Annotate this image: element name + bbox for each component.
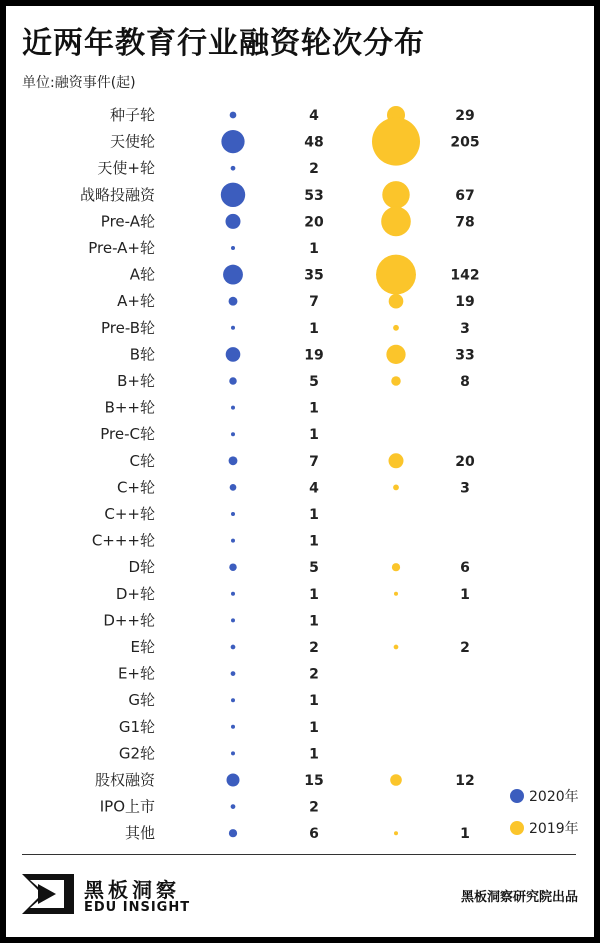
- bubble-2020: [221, 130, 244, 153]
- bubble-2020: [226, 347, 241, 362]
- value-label-2020: 6: [309, 826, 319, 843]
- bubble-2020: [231, 751, 235, 755]
- bubble-2019: [391, 376, 400, 385]
- bubble-2019: [376, 255, 416, 295]
- value-label-2019: 29: [455, 108, 475, 124]
- category-label: 天使+轮: [97, 159, 155, 178]
- bubble-2020: [229, 456, 238, 465]
- value-label-2020: 7: [309, 453, 319, 470]
- value-label-2019: 12: [455, 773, 475, 789]
- value-label-2019: 142: [450, 267, 480, 284]
- value-label-2020: 4: [309, 108, 319, 124]
- value-label-2020: 1: [309, 746, 319, 763]
- category-label: 天使轮: [109, 132, 155, 151]
- credit-text: 黑板洞察研究院出品: [460, 890, 578, 905]
- category-label: Pre-B轮: [100, 318, 155, 337]
- category-label: A轮: [129, 265, 155, 284]
- category-label: 其他: [124, 824, 155, 843]
- value-label-2019: 67: [455, 187, 475, 204]
- bubble-2020: [231, 804, 236, 809]
- value-label-2020: 1: [309, 586, 319, 603]
- footer-divider: [22, 854, 576, 855]
- legend-marker-2019: [510, 821, 524, 835]
- category-label: B++轮: [104, 398, 155, 417]
- value-label-2020: 1: [309, 719, 319, 736]
- value-label-2019: 33: [455, 347, 475, 364]
- category-label: B+轮: [117, 372, 155, 390]
- bubble-2019: [381, 207, 411, 237]
- category-label: B轮: [129, 345, 155, 364]
- bubble-2020: [221, 183, 245, 207]
- bubble-2019: [382, 181, 409, 208]
- category-label: D+轮: [115, 584, 155, 603]
- brand-name-cn: 黑板洞察: [84, 878, 180, 902]
- value-label-2020: 1: [309, 613, 319, 630]
- value-label-2019: 3: [460, 480, 470, 497]
- category-label: G1轮: [118, 717, 155, 736]
- brand-name-en: EDU INSIGHT: [84, 900, 191, 915]
- bubble-2020: [231, 671, 236, 676]
- bubble-2020: [231, 406, 235, 410]
- category-label: 战略投融资: [79, 185, 155, 204]
- value-label-2019: 6: [460, 560, 470, 577]
- chart-title: 近两年教育行业融资轮次分布: [22, 26, 425, 61]
- category-label: D++轮: [103, 611, 155, 630]
- value-label-2019: 205: [450, 134, 480, 151]
- bubble-2019: [393, 484, 399, 490]
- value-label-2020: 20: [304, 214, 324, 231]
- bubble-2020: [231, 725, 235, 729]
- bubble-2019: [386, 345, 405, 364]
- value-label-2019: 19: [455, 294, 475, 311]
- value-label-2020: 7: [309, 294, 319, 311]
- value-label-2019: 3: [460, 320, 470, 337]
- bubble-2020: [231, 246, 235, 250]
- bubble-2020: [229, 377, 236, 384]
- value-label-2020: 1: [309, 400, 319, 417]
- value-label-2020: 2: [309, 799, 319, 816]
- value-label-2019: 1: [460, 826, 470, 843]
- category-label: G轮: [128, 691, 155, 710]
- bubble-2020: [231, 512, 235, 516]
- bubble-2020: [231, 326, 235, 330]
- bubble-2020: [230, 484, 237, 491]
- category-label: G2轮: [118, 744, 155, 763]
- value-label-2020: 1: [309, 693, 319, 710]
- value-label-2020: 5: [309, 374, 319, 390]
- bubble-2019: [393, 325, 399, 331]
- value-label-2020: 19: [304, 347, 324, 364]
- category-label: C轮: [129, 451, 155, 470]
- category-label: 种子轮: [109, 106, 155, 124]
- bubble-2019: [394, 831, 398, 835]
- value-label-2020: 53: [304, 187, 324, 204]
- legend-label-2019: 2019年: [529, 821, 579, 837]
- value-label-2020: 35: [304, 267, 324, 284]
- category-label: A+轮: [117, 292, 155, 311]
- category-label: Pre-A+轮: [88, 239, 155, 257]
- category-label: Pre-C轮: [100, 425, 155, 444]
- category-label: C++轮: [104, 505, 155, 523]
- value-label-2019: 20: [455, 453, 475, 470]
- bubble-2020: [231, 618, 235, 622]
- legend-marker-2020: [510, 789, 524, 803]
- bubble-2020: [229, 829, 237, 837]
- bubble-2019: [390, 774, 402, 786]
- category-label: D轮: [128, 558, 155, 577]
- category-label: IPO上市: [99, 797, 155, 816]
- category-label: 股权融资: [94, 771, 155, 789]
- category-label: C+++轮: [91, 531, 155, 550]
- category-label: Pre-A轮: [100, 212, 155, 231]
- bubble-2020: [231, 432, 235, 436]
- bubble-2019: [389, 294, 404, 309]
- bubble-2020: [229, 297, 238, 306]
- value-label-2020: 5: [309, 560, 319, 577]
- bubble-2020: [230, 112, 237, 119]
- bubble-2020: [231, 166, 236, 171]
- legend-label-2020: 2020年: [529, 789, 579, 805]
- value-label-2020: 2: [309, 666, 319, 683]
- unit-label: 单位:融资事件(起): [22, 75, 136, 91]
- category-label: E+轮: [117, 664, 155, 683]
- value-label-2020: 1: [309, 507, 319, 523]
- bubble-2019: [394, 645, 399, 650]
- category-label: C+轮: [116, 478, 155, 497]
- value-label-2019: 8: [460, 374, 470, 390]
- bubble-2020: [231, 592, 235, 596]
- value-label-2020: 48: [304, 134, 324, 151]
- bubble-2020: [231, 645, 236, 650]
- bubble-2019: [372, 118, 420, 166]
- bubble-2019: [392, 563, 400, 571]
- value-label-2020: 2: [309, 640, 319, 656]
- value-label-2020: 1: [309, 320, 319, 337]
- value-label-2020: 1: [309, 241, 319, 257]
- bubble-2020: [227, 774, 240, 787]
- value-label-2020: 2: [309, 161, 319, 178]
- bubble-2020: [229, 563, 236, 570]
- value-label-2019: 1: [460, 586, 470, 603]
- value-label-2020: 1: [309, 533, 319, 550]
- bubble-2020: [226, 214, 241, 229]
- value-label-2020: 15: [304, 773, 324, 789]
- bubble-2020: [231, 698, 235, 702]
- value-label-2019: 78: [455, 214, 475, 231]
- value-label-2020: 1: [309, 427, 319, 444]
- value-label-2020: 4: [309, 480, 319, 497]
- bubble-2019: [389, 453, 404, 468]
- value-label-2019: 2: [460, 640, 470, 656]
- bubble-2020: [223, 265, 243, 285]
- bubble-2020: [231, 539, 235, 543]
- bubble-2019: [394, 592, 398, 596]
- category-label: E轮: [130, 638, 155, 656]
